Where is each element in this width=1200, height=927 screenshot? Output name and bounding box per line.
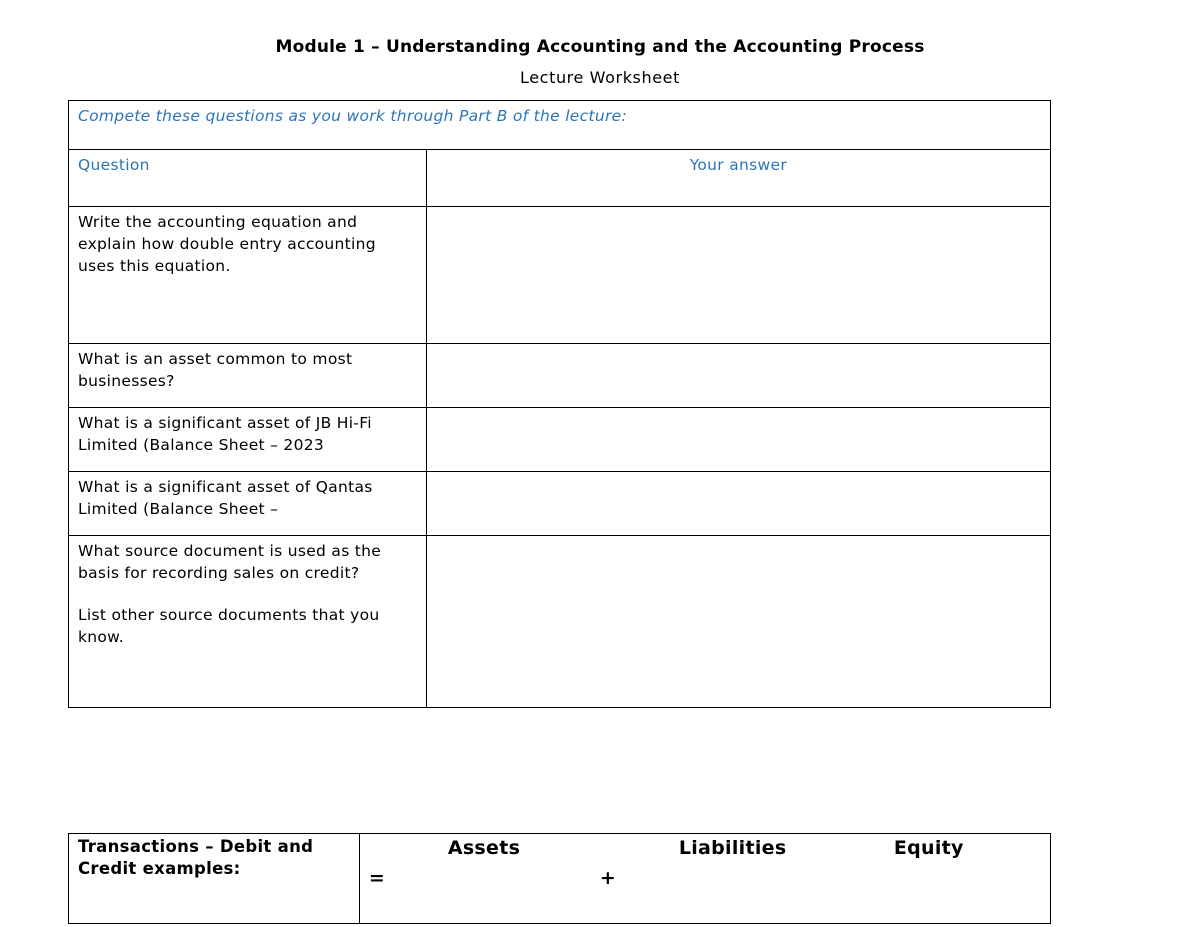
answer-text[interactable] (427, 472, 1050, 480)
answer-cell[interactable] (426, 408, 1050, 472)
question-extra-text: List other source documents that you know. (78, 606, 380, 646)
plus-sign: + (599, 867, 617, 889)
question-text: What source document is used as the basis for recording sales on credit? (78, 542, 382, 582)
instruction-cell (69, 101, 1051, 150)
answer-cell[interactable] (426, 207, 1050, 344)
document-subtitle: Lecture Worksheet (520, 68, 680, 87)
assets-label: Assets (447, 837, 521, 859)
question-text: Write the accounting equation and explain how double entry accounting uses this equation. (78, 213, 376, 275)
transactions-label: Transactions – Debit and Credit examples: (78, 837, 314, 878)
answer-text[interactable] (427, 536, 1050, 544)
equals-sign: = (368, 867, 386, 889)
worksheet-table (68, 100, 1051, 708)
liabilities-label: Liabilities (678, 837, 787, 859)
question-cell (69, 344, 427, 408)
question-text: What is an asset common to most businesses? (78, 350, 353, 390)
answer-cell[interactable] (426, 344, 1050, 408)
question-text: What is a significant asset of JB Hi-Fi Limited (Balance Sheet – 2023 (78, 414, 372, 454)
question-cell (69, 207, 427, 344)
equation-cell (359, 834, 1050, 924)
header-question: Question (78, 156, 150, 174)
document-title: Module 1 – Understanding Accounting and the Accounting Process (275, 37, 925, 57)
answer-text[interactable] (427, 207, 1050, 215)
transactions-label-cell (69, 834, 360, 924)
question-cell (69, 536, 427, 708)
header-question-cell (69, 150, 427, 207)
header-answer-cell (426, 150, 1050, 207)
header-answer: Your answer (689, 156, 787, 174)
transactions-table (68, 833, 1051, 924)
answer-cell[interactable] (426, 472, 1050, 536)
answer-text[interactable] (427, 408, 1050, 416)
answer-text[interactable] (427, 344, 1050, 352)
question-text: What is a significant asset of Qantas Limited (Balance Sheet – (78, 478, 373, 518)
equity-label: Equity (893, 837, 964, 859)
answer-cell[interactable] (426, 536, 1050, 708)
question-cell (69, 472, 427, 536)
instruction-text: Compete these questions as you work through Part B of the lecture: (78, 107, 627, 125)
question-cell (69, 408, 427, 472)
